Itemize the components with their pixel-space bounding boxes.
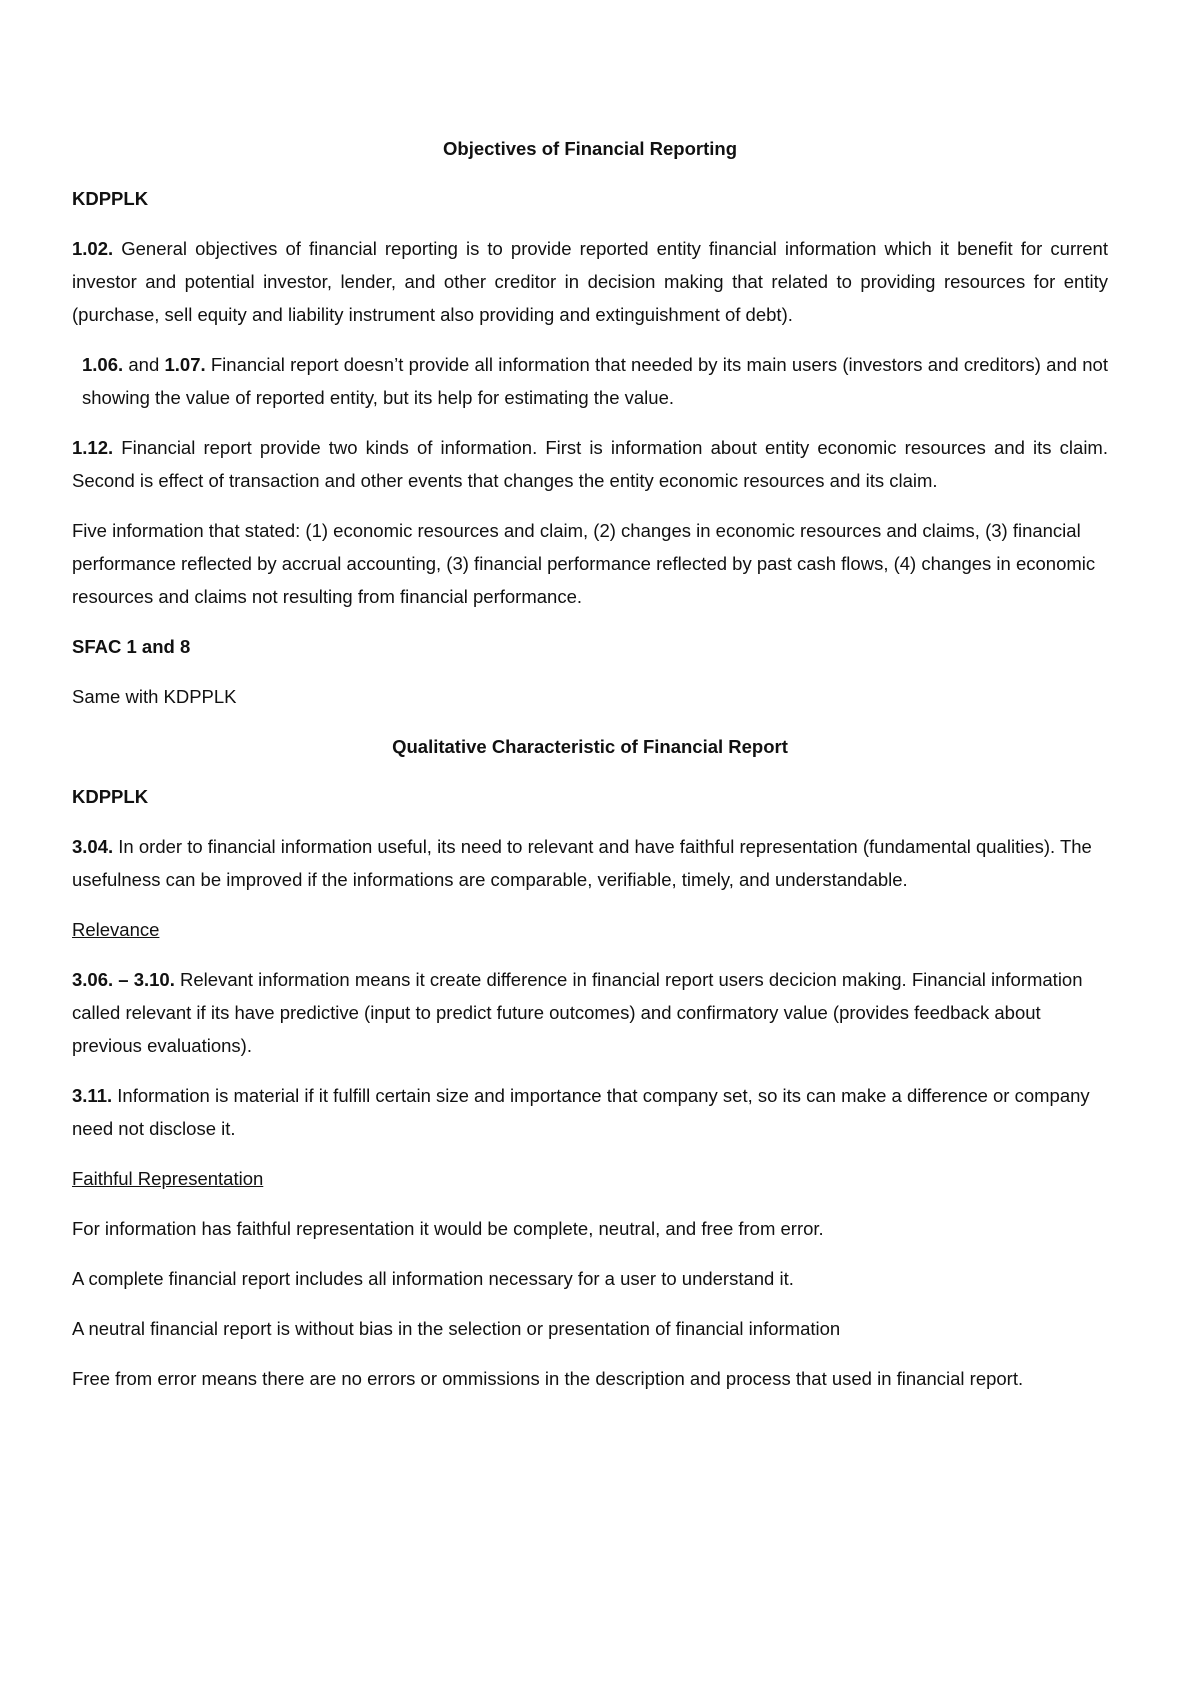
paragraph-text: Information is material if it fulfill certain size and importance that company set, so its can make a difference or company need not disclose it. — [72, 1085, 1090, 1139]
section-title-qualitative: Qualitative Characteristic of Financial Report — [392, 736, 788, 757]
paragraph-3-04 — [72, 830, 1108, 896]
paragraph-faithful-definition: For information has faithful representation it would be complete, neutral, and free from error. — [72, 1218, 824, 1239]
section-title-objectives: Objectives of Financial Reporting — [443, 138, 737, 159]
paragraph-1-12 — [72, 431, 1108, 497]
heading-kdpplk-1: KDPPLK — [72, 188, 149, 209]
heading-kdpplk-2: KDPPLK — [72, 786, 149, 807]
paragraph-text: In order to financial information useful, its need to relevant and have faithful representation (fundamental qualities). The usefulness can be improved if the informations are comparable, verifiable, timely, and understandable. — [72, 836, 1092, 890]
subheading-faithful-representation: Faithful Representation — [72, 1168, 264, 1189]
clause-number: 3.04. — [72, 836, 114, 857]
subheading-relevance: Relevance — [72, 919, 160, 940]
clause-number: 1.06. — [82, 354, 124, 375]
paragraph-1-02 — [72, 232, 1108, 331]
paragraph-neutral: A neutral financial report is without bias in the selection or presentation of financial information — [72, 1318, 841, 1339]
clause-number: 3.11. — [72, 1085, 113, 1106]
clause-number: 3.06. – 3.10. — [72, 969, 175, 990]
paragraph-text: Financial report doesn’t provide all information that needed by its main users (investors and creditors) and not showing the value of reported entity, but its help for estimating the value. — [82, 354, 1108, 408]
paragraph-text: Financial report provide two kinds of information. First is information about entity economic resources and its claim. Second is effect of transaction and other events that changes the entity economic resources and its claim. — [72, 437, 1108, 491]
paragraph-free-from-error: Free from error means there are no errors or ommissions in the description and process that used in financial report. — [72, 1368, 1024, 1389]
paragraph-complete: A complete financial report includes all information necessary for a user to understand it. — [72, 1268, 794, 1289]
paragraph-text: Relevant information means it create difference in financial report users decicion making. Financial information called relevant if its have predictive (input to predict future outcomes) and confirmatory value (provides feedback about previous evaluations). — [72, 969, 1083, 1056]
clause-number: 1.07. — [164, 354, 206, 375]
paragraph-3-06-3-10 — [72, 963, 1108, 1062]
document-page — [72, 132, 1108, 1412]
paragraph-1-06-1-07 — [72, 348, 1108, 414]
heading-sfac: SFAC 1 and 8 — [72, 636, 191, 657]
clause-number: 1.02. — [72, 238, 114, 259]
paragraph-text: General objectives of financial reporting is to provide reported entity financial information which it benefit for current investor and potential investor, lender, and other creditor in decision making that related to providing resources for entity (purchase, sell equity and liability instrument also providing and extinguishment of debt). — [72, 238, 1108, 325]
paragraph-sfac: Same with KDPPLK — [72, 686, 237, 707]
paragraph-text: and — [123, 354, 165, 375]
clause-number: 1.12. — [72, 437, 114, 458]
paragraph-five-information: Five information that stated: (1) economic resources and claim, (2) changes in economic resources and claims, (3) financial performance reflected by accrual accounting, (3) financial performance reflected by past cash flows, (4) changes in economic resources and claims not resulting from financial performance. — [72, 520, 1096, 607]
paragraph-3-11 — [72, 1079, 1108, 1145]
